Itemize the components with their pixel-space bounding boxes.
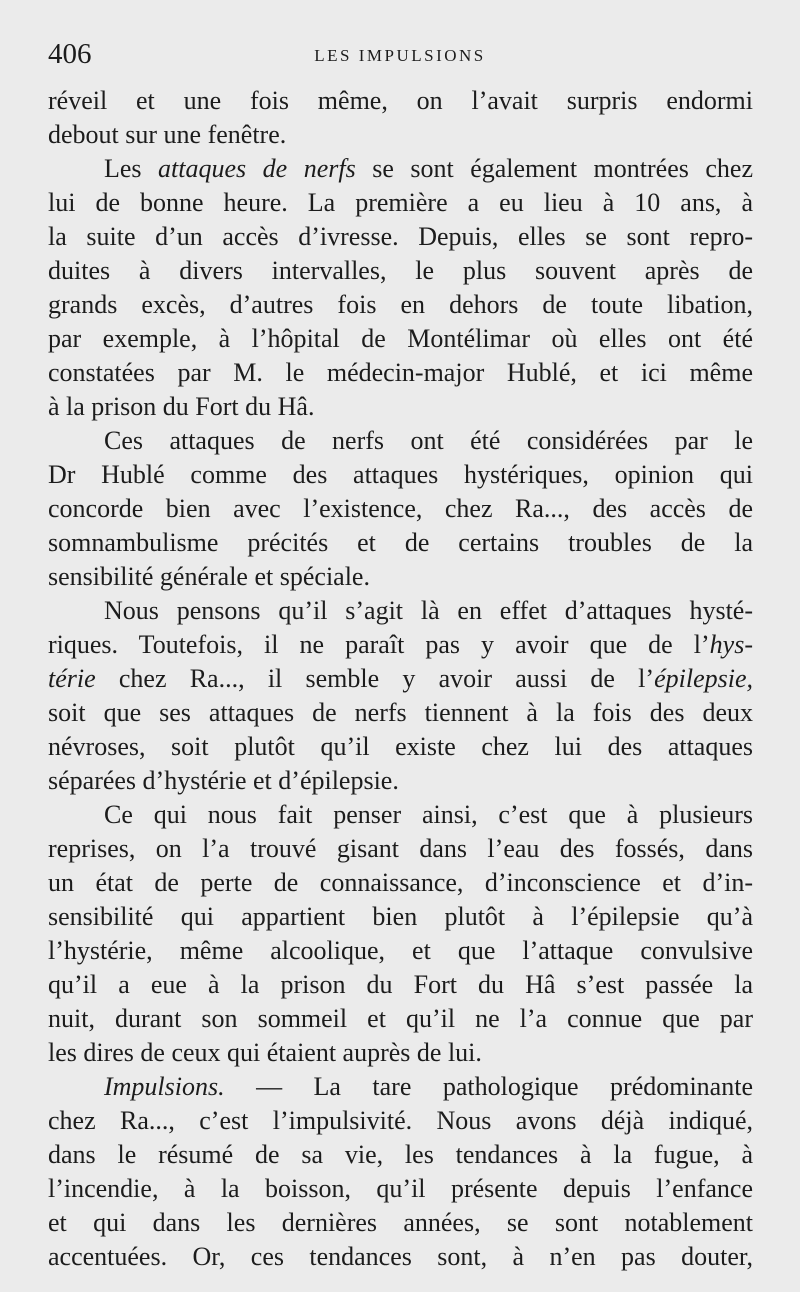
- text-line: somnambulisme précités et de certains troubles de la: [48, 528, 753, 557]
- text-line: Ces attaques de nerfs ont été considérées par le: [104, 426, 753, 455]
- text-line: qu’il a eue à la prison du Fort du Hâ s’est passée la: [48, 970, 753, 999]
- text-line: constatées par M. le médecin-major Hublé, et ici même: [48, 358, 753, 387]
- text-line: nuit, durant son sommeil et qu’il ne l’a connue que par: [48, 1004, 753, 1033]
- text-line: à la prison du Fort du Hâ.: [48, 392, 315, 421]
- text-line: la suite d’un accès d’ivresse. Depuis, elles se sont repro-: [48, 222, 753, 251]
- text-line: Ce qui nous fait penser ainsi, c’est que à plusieurs: [104, 800, 753, 829]
- text-line: névroses, soit plutôt qu’il existe chez lui des attaques: [48, 732, 753, 761]
- text-line: et qui dans les dernières années, se sont notablement: [48, 1208, 753, 1237]
- text-line: accentuées. Or, ces tendances sont, à n’en pas douter,: [48, 1242, 753, 1271]
- body-text: [48, 84, 753, 1274]
- text-line: Nous pensons qu’il s’agit là en effet d’attaques hysté-: [104, 596, 753, 625]
- text-line: Les attaques de nerfs se sont également montrées chez: [104, 154, 753, 183]
- text-line: lui de bonne heure. La première a eu lieu à 10 ans, à: [48, 188, 753, 217]
- text-line: térie chez Ra..., il semble y avoir aussi de l’épilepsie,: [48, 664, 753, 693]
- page-number: 406: [48, 38, 92, 70]
- text-line: soit que ses attaques de nerfs tiennent à la fois des deux: [48, 698, 753, 727]
- text-line: réveil et une fois même, on l’avait surpris endormi: [48, 86, 753, 115]
- text-line: sensibilité qui appartient bien plutôt à l’épilepsie qu’à: [48, 902, 753, 931]
- text-line: l’incendie, à la boisson, qu’il présente depuis l’enfance: [48, 1174, 753, 1203]
- text-line: debout sur une fenêtre.: [48, 120, 287, 149]
- text-line: Dr Hublé comme des attaques hystériques, opinion qui: [48, 460, 753, 489]
- text-line: Impulsions. — La tare pathologique prédominante: [104, 1072, 753, 1101]
- page-header: [48, 38, 752, 78]
- text-line: riques. Toutefois, il ne paraît pas y avoir que de l’hys-: [48, 630, 753, 659]
- text-line: concorde bien avec l’existence, chez Ra..., des accès de: [48, 494, 753, 523]
- text-line: un état de perte de connaissance, d’inconscience et d’in-: [48, 868, 753, 897]
- running-head: LES IMPULSIONS: [314, 46, 486, 65]
- text-line: l’hystérie, même alcoolique, et que l’attaque convulsive: [48, 936, 753, 965]
- text-line: dans le résumé de sa vie, les tendances à la fugue, à: [48, 1140, 753, 1169]
- text-line: séparées d’hystérie et d’épilepsie.: [48, 766, 399, 795]
- text-line: sensibilité générale et spéciale.: [48, 562, 370, 591]
- text-line: chez Ra..., c’est l’impulsivité. Nous avons déjà indiqué,: [48, 1106, 753, 1135]
- text-line: grands excès, d’autres fois en dehors de toute libation,: [48, 290, 753, 319]
- text-line: duites à divers intervalles, le plus souvent après de: [48, 256, 753, 285]
- text-line: les dires de ceux qui étaient auprès de lui.: [48, 1038, 482, 1067]
- text-line: par exemple, à l’hôpital de Montélimar où elles ont été: [48, 324, 753, 353]
- text-line: reprises, on l’a trouvé gisant dans l’eau des fossés, dans: [48, 834, 753, 863]
